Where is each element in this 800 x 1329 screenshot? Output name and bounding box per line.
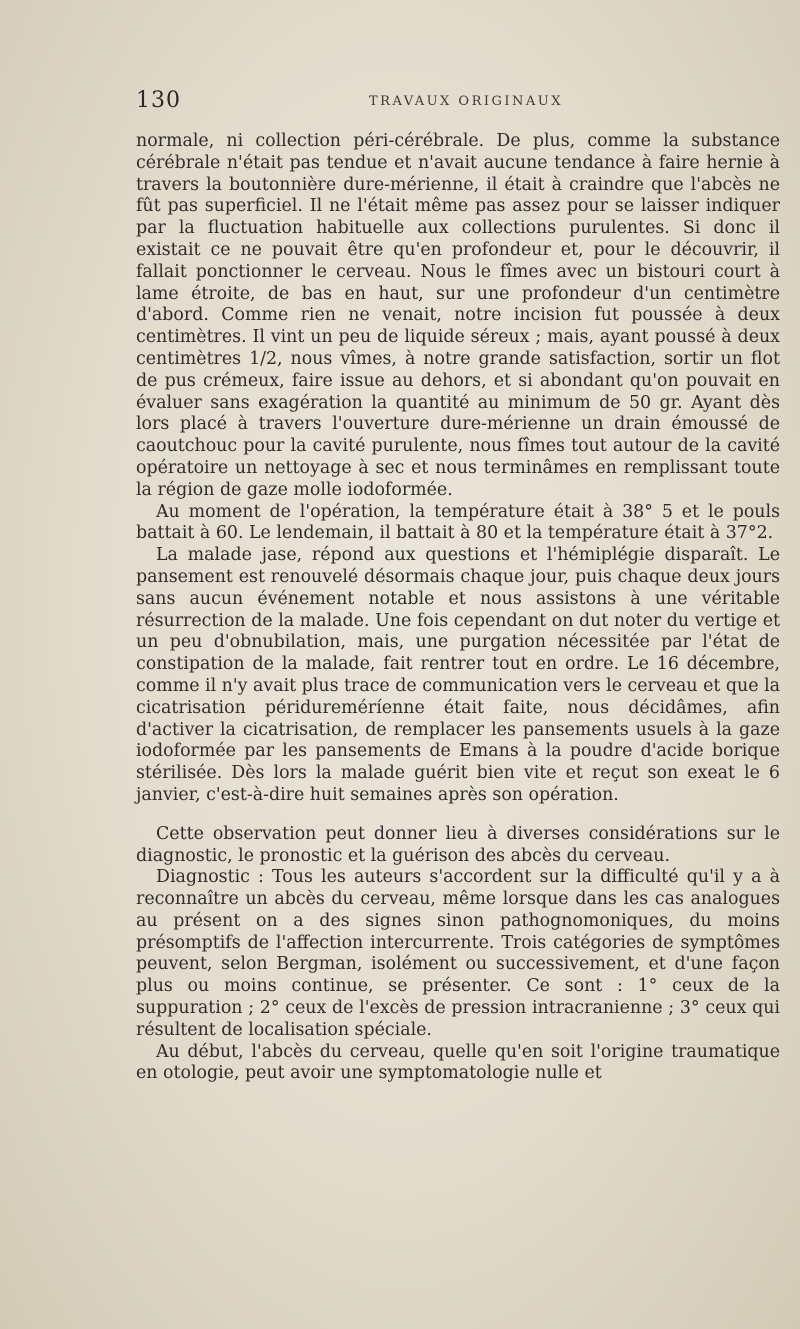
page-number: 130 xyxy=(136,88,181,113)
running-title: TRAVAUX ORIGINAUX xyxy=(369,94,564,109)
running-head xyxy=(136,88,776,116)
paragraph-onset: Au début, l'abcès du cerveau, quelle qu'en soit l'origine traumatique en otologie, peut avoir une symptomatologie nulle et xyxy=(136,1041,780,1084)
body-text xyxy=(136,131,780,1085)
paragraph-temperature: Au moment de l'opération, la température était à 38° 5 et le pouls battait à 60. Le lendemain, il battait à 80 et la température était à 37°2. xyxy=(136,501,780,544)
paragraph-recovery: La malade jase, répond aux questions et l'hémiplégie disparaît. Le pansement est renouvelé désormais chaque jour, puis chaque deux jours sans aucun événement notable et nous assistons à une véritable résurrection de la malade. Une fois cependant on dut noter du vertige et un peu d'obnubilation, mais, une purgation nécessitée par l'état de constipation de la malade, fait rentrer tout en ordre. Le 16 décembre, comme il n'y avait plus trace de communication vers le cerveau et que la cicatrisation péridureméríenne était faite, nous décidâmes, afin d'activer la cicatrisation, de remplacer les pansements usuels à la gaze iodoformée par les pansements de Emans à la poudre d'acide borique stérilisée. Dès lors la malade guérit bien vite et reçut son exeat le 6 janvier, c'est-à-dire huit semaines après son opération. xyxy=(136,545,780,805)
paragraph-continued: normale, ni collection péri-cérébrale. De plus, comme la substance cérébrale n'était pas tendue et n'avait aucune tendance à faire hernie à travers la boutonnière dure-mérienne, il était à craindre que l'abcès ne fût pas superficiel. Il ne l'était même pas assez pour se laisser indiquer par la fluctuation habituelle aux collections purulentes. Si donc il existait ce ne pouvait être qu'en profondeur et, pour le découvrir, il fallait ponctionner le cerveau. Nous le fîmes avec un bistouri court à lame étroite, de bas en haut, sur une profondeur d'un centimètre d'abord. Comme rien ne venait, notre incision fut poussée à deux centimètres. Il vint un peu de liquide séreux ; mais, ayant poussé à deux centimètres 1/2, nous vîmes, à notre grande satisfaction, sortir un flot de pus crémeux, faire issue au dehors, et si abondant qu'on pouvait en évaluer sans exagération la quantité au minimum de 50 gr. Ayant dès lors placé à travers l'ouverture dure-mérienne un drain émoussé de caoutchouc pour la cavité purulente, nous fîmes tout autour de la cavité opératoire un nettoyage à sec et nous terminâmes en remplissant toute la région de gaze molle iodoformée. xyxy=(136,131,780,500)
paragraph-diagnostic: Diagnostic : Tous les auteurs s'accordent sur la difficulté qu'il y a à reconnaître un abcès du cerveau, même lorsque dans les cas analogues au présent on a des signes sinon pathognomoniques, du moins présomptifs de l'affection intercurrente. Trois catégories de symptômes peuvent, selon Bergman, isolément ou successivement, et d'une façon plus ou moins continue, se présenter. Ce sont : 1° ceux de la suppuration ; 2° ceux de l'excès de pression intracranienne ; 3° ceux qui résultent de localisation spéciale. xyxy=(136,867,780,1040)
paragraph-considerations: Cette observation peut donner lieu à diverses considérations sur le diagnostic, le pronostic et la guérison des abcès du cerveau. xyxy=(136,823,780,866)
